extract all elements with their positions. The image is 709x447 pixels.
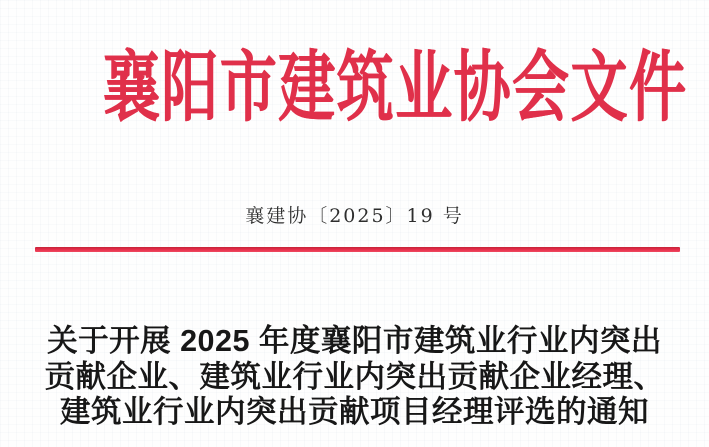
red-divider-line [35, 247, 680, 252]
notice-title-line-2: 贡献企业、建筑业行业内突出贡献企业经理、 [44, 359, 665, 394]
notice-title-line-1: 关于开展 2025 年度襄阳市建筑业行业内突出 [47, 324, 662, 358]
document-number: 襄建协〔2025〕19 号 [245, 205, 464, 227]
red-header [0, 38, 709, 138]
organization-title: 襄阳市建筑业协会文件 [102, 43, 688, 133]
notice-title-line-3: 建筑业行业内突出贡献项目经理评选的通知 [60, 395, 649, 429]
notice-title [0, 324, 709, 431]
